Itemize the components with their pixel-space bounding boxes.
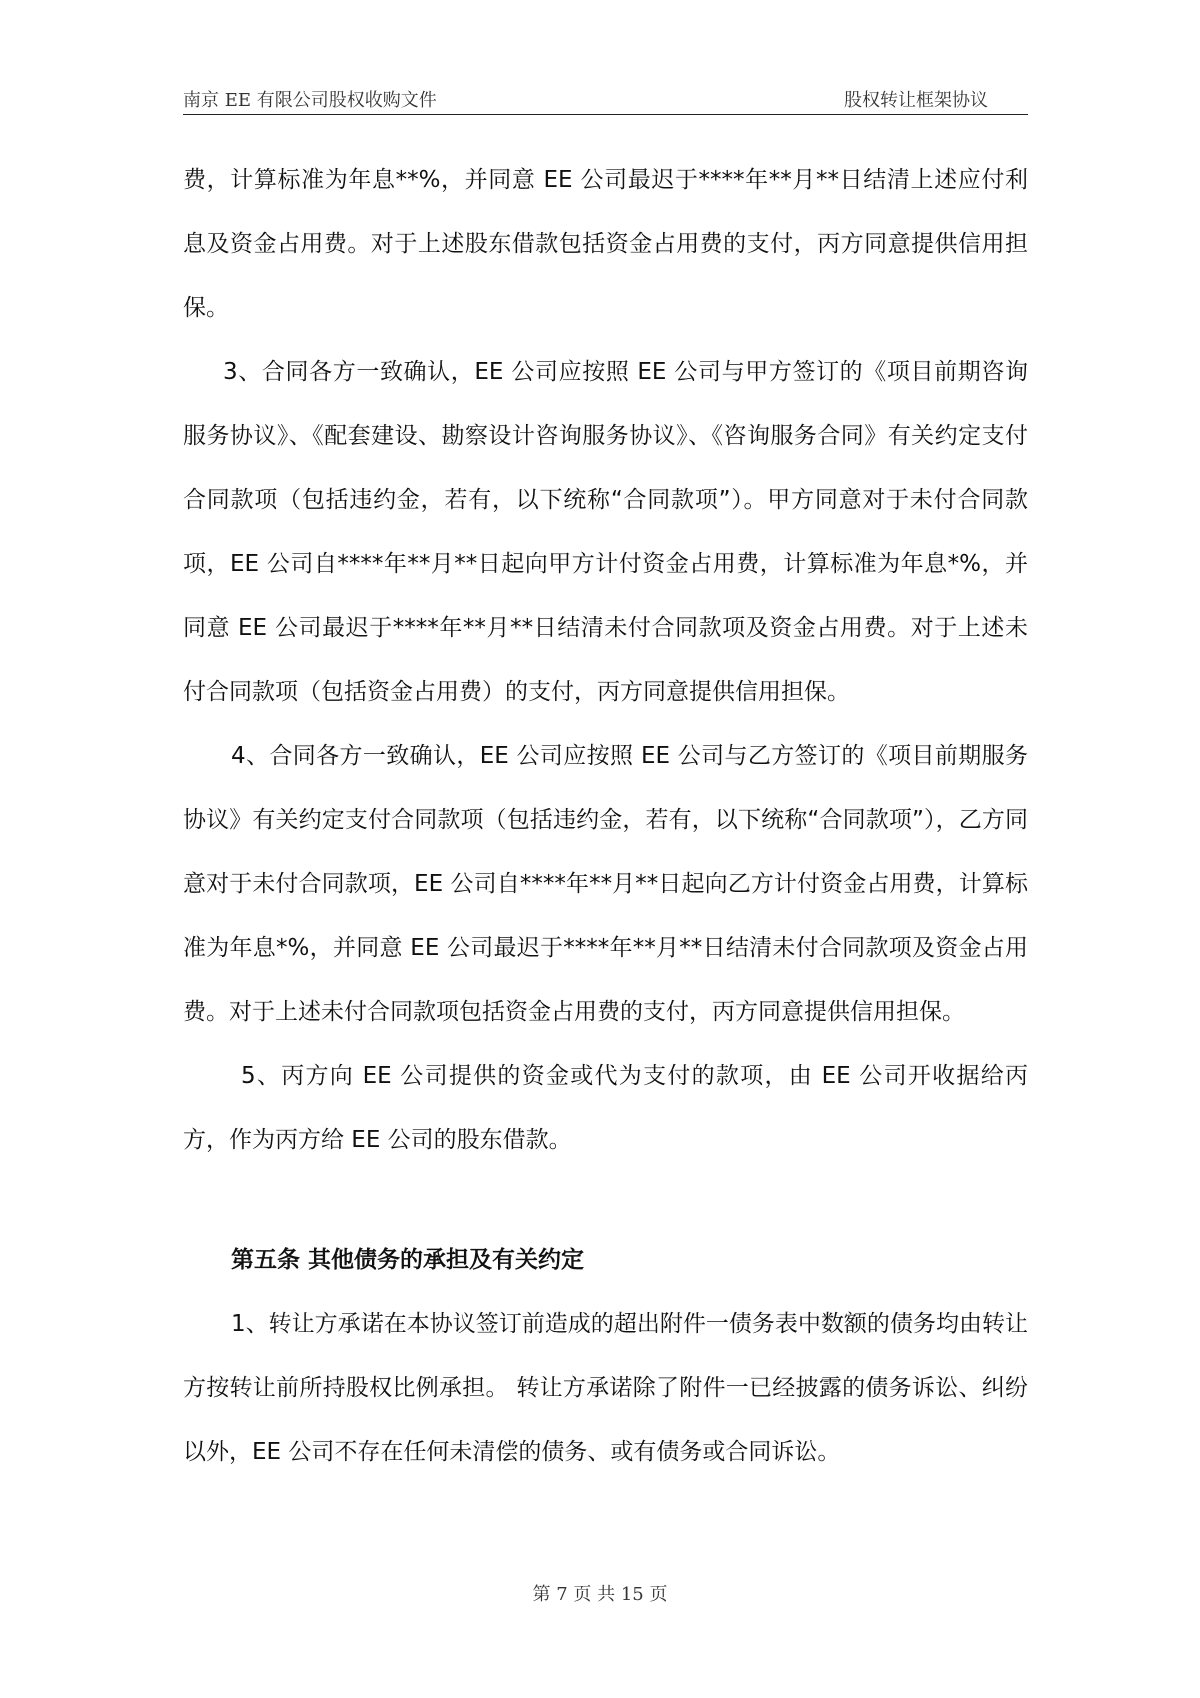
section-heading: 第五条 其他债务的承担及有关约定 [231,1247,585,1273]
paragraph-clause-5: 5、丙方向 EE 公司提供的资金或代为支付的款项，由 EE 公司开收据给丙方，作为丙方给 EE 公司的股东借款。 [183,1063,1028,1153]
paragraph-continuation: 费，计算标准为年息**%，并同意 EE 公司最迟于****年**月**日结清上述应付利息及资金占用费。对于上述股东借款包括资金占用费的支付，丙方同意提供信用担保。 [183,167,1028,321]
paragraph-clause-3: 3、合同各方一致确认，EE 公司应按照 EE 公司与甲方签订的《项目前期咨询服务协议》、《配套建设、勘察设计咨询服务协议》、《咨询服务合同》有关约定支付合同款项（包括违约金，若有，以下统称“合同款项”）。甲方同意对于未付合同款项，EE 公司自****年**月**日起向甲方计付资金占用费，计算标准为年息*%，并同意 EE 公司最迟于****年**月**日结清未付合同款项及资金占用费。对于上述未付合同款项（包括资金占用费）的支付，丙方同意提供信用担保。 [183,359,1028,705]
paragraph-section-5-clause-1: 1、转让方承诺在本协议签订前造成的超出附件一债务表中数额的债务均由转让方按转让前所持股权比例承担。 转让方承诺除了附件一已经披露的债务诉讼、纠纷以外，EE 公司不存在任何未清偿的债务、或有债务或合同诉讼。 [183,1311,1028,1465]
document-body [183,148,1028,1484]
page-number: 第 7 页 共 15 页 [532,1584,668,1605]
header-agreement-title: 股权转让框架协议 [844,90,988,111]
section-gap [183,1172,1028,1228]
paragraph-clause-4: 4、合同各方一致确认，EE 公司应按照 EE 公司与乙方签订的《项目前期服务协议》有关约定支付合同款项（包括违约金，若有，以下统称“合同款项”），乙方同意对于未付合同款项，EE 公司自****年**月**日起向乙方计付资金占用费，计算标准为年息*%，并同意 EE 公司最迟于****年**月**日结清未付合同款项及资金占用费。对于上述未付合同款项包括资金占用费的支付，丙方同意提供信用担保。 [183,743,1028,1025]
header-document-title: 南京 EE 有限公司股权收购文件 [183,90,437,111]
page-header [183,80,1028,115]
